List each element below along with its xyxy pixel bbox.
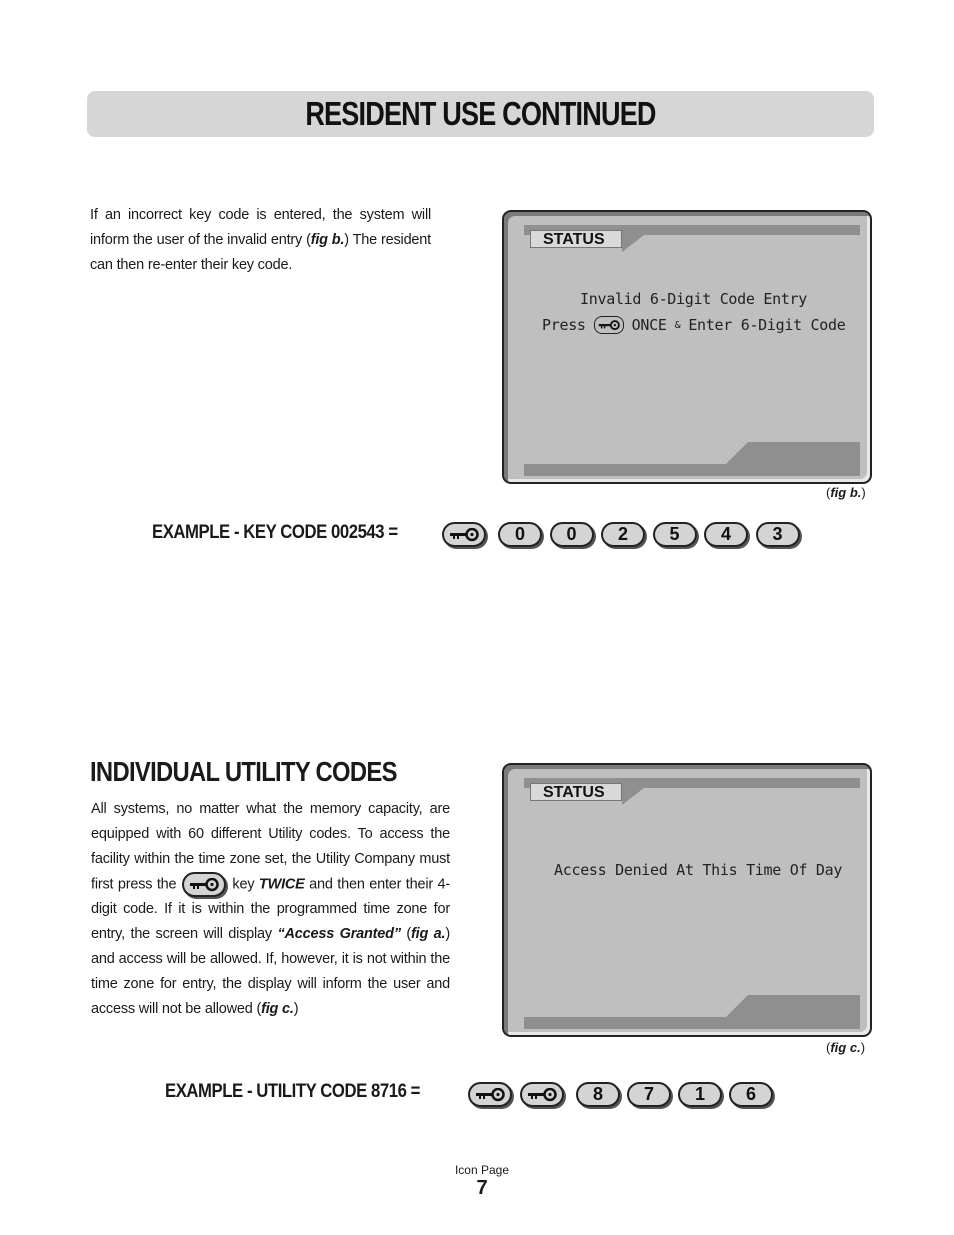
screen-message-line2 — [542, 316, 845, 334]
status-screen-invalid — [502, 210, 872, 484]
digit-key-4: 4 — [704, 522, 748, 547]
key-icon — [527, 1088, 557, 1102]
header-banner — [87, 91, 874, 137]
digit-key-2: 2 — [601, 522, 645, 547]
fig-c-caption: (fig c.) — [826, 1040, 866, 1055]
footer-bar — [524, 464, 860, 476]
digit-key-1: 1 — [678, 1082, 722, 1107]
key-icon — [475, 1088, 505, 1102]
digit-key-7: 7 — [627, 1082, 671, 1107]
page-title: RESIDENT USE CONTINUED — [305, 95, 656, 132]
paragraph-text: ) The resident can then re-enter their key code. — [90, 232, 431, 273]
footer-bar-block — [748, 995, 860, 1017]
status-label: STATUS — [530, 230, 622, 248]
screen-text-amp: & — [674, 319, 681, 331]
digit-key-0: 0 — [550, 522, 594, 547]
key-icon — [594, 316, 624, 334]
key-button — [442, 522, 486, 547]
access-granted-emphasis: “Access Granted” — [277, 926, 401, 943]
example-key-code-label: EXAMPLE - KEY CODE 002543 = — [152, 522, 398, 543]
footer-bar-slant — [726, 995, 748, 1017]
digit-key-0: 0 — [498, 522, 542, 547]
screen-message-line1: Invalid 6-Digit Code Entry — [580, 290, 808, 308]
paragraph-text: All systems, no matter what the memory capacity, are equipped with 60 different Utility codes. To access the facility within the time zone set, the Utility Company must first press the — [91, 801, 450, 893]
digit-key-3: 3 — [756, 522, 800, 547]
digit-key-8: 8 — [576, 1082, 620, 1107]
screen-text-enter: Enter 6-Digit Code — [688, 316, 846, 334]
screen-message-line1: Access Denied At This Time Of Day — [554, 861, 843, 879]
status-bar-slant — [622, 235, 644, 252]
footer-label: Icon Page — [454, 1163, 510, 1177]
footer-bar — [524, 1017, 860, 1029]
key-button — [468, 1082, 512, 1107]
status-screen-denied — [502, 763, 872, 1037]
paragraph-text: and then enter their 4-digit code. If it is within the programmed time zone for entry, the screen will display — [91, 876, 451, 943]
footer-bar-slant — [726, 442, 748, 464]
fig-c-reference: fig c. — [261, 1001, 294, 1018]
footer-bar-block — [748, 442, 860, 464]
fig-b-reference: fig b. — [310, 232, 345, 248]
invalid-entry-paragraph — [90, 203, 431, 278]
twice-emphasis: TWICE — [258, 876, 305, 893]
section-heading: INDIVIDUAL UTILITY CODES — [90, 756, 397, 787]
paragraph-text: key — [232, 876, 255, 893]
status-label: STATUS — [530, 783, 622, 801]
key-icon — [182, 872, 226, 897]
paragraph-text: ) and access will be allowed. If, however, it is not within the time zone for entry, the display will inform the user and access will not be allowed ( — [91, 926, 450, 1018]
example-utility-code-label: EXAMPLE - UTILITY CODE 8716 = — [165, 1081, 420, 1102]
screen-text-press: Press — [542, 316, 586, 334]
digit-key-5: 5 — [653, 522, 697, 547]
utility-codes-paragraph: All systems, no matter what the memory capacity, are equipped with 60 different Utility codes. To access the facility within the time zone set, the Utility Company must first press the key TWICE and then enter their 4-digit code. If it is within the programmed time zone for entry, the screen will display “Access Granted” (fig a.) and access will be allowed. If, however, it is not within the time zone for entry, the display will inform the user and access will not be allowed (fig c.) — [91, 801, 451, 1018]
status-bar-slant — [622, 788, 644, 805]
fig-b-caption: (fig b.) — [826, 485, 866, 500]
key-button — [520, 1082, 564, 1107]
page-number: 7 — [476, 1177, 488, 1199]
screen-text-once: ONCE — [631, 316, 667, 334]
paragraph-text: If an incorrect key code is entered, the system will inform the user of the invalid entry ( — [90, 207, 431, 248]
key-icon — [449, 528, 479, 542]
digit-key-6: 6 — [729, 1082, 773, 1107]
fig-a-reference: fig a. — [411, 926, 446, 943]
